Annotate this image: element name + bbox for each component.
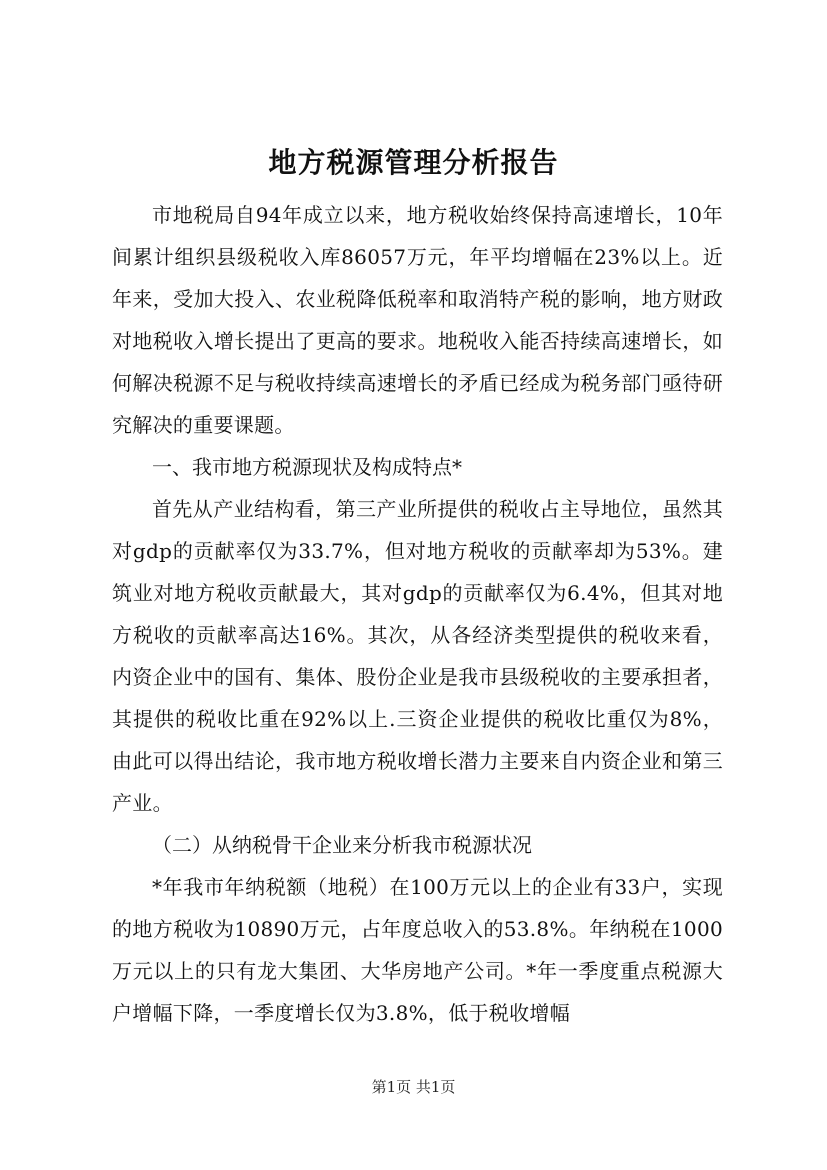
document-body: [112, 194, 723, 1034]
paragraph-intro: 市地税局自94年成立以来，地方税收始终保持高速增长，10年间累计组织县级税收入库86057万元，年平均增幅在23%以上。近年来，受加大投入、农业税降低税率和取消特产税的影响，地方财政对地税收入增长提出了更高的要求。地税收入能否持续高速增长，如何解决税源不足与税收持续高速增长的矛盾已经成为税务部门亟待研究解决的重要课题。: [112, 203, 723, 437]
document-title: 地方税源管理分析报告: [268, 146, 559, 179]
section-heading-1: 一、我市地方税源现状及构成特点*: [152, 455, 462, 479]
paragraph-key-enterprises: *年我市年纳税额（地税）在100万元以上的企业有33户，实现的地方税收为10890万元，占年度总收入的53.8%。年纳税在1000万元以上的只有龙大集团、大华房地产公司。*年一季度重点税源大户增幅下降，一季度增长仅为3.8%，低于税收增幅: [112, 875, 723, 1025]
paragraph-structure: 首先从产业结构看，第三产业所提供的税收占主导地位，虽然其对gdp的贡献率仅为33.7%，但对地方税收的贡献率却为53%。建筑业对地方税收贡献最大，其对gdp的贡献率仅为6.4%，但其对地方税收的贡献率高达16%。其次，从各经济类型提供的税收来看，内资企业中的国有、集体、股份企业是我市县级税收的主要承担者，其提供的税收比重在92%以上.三资企业提供的税收比重仅为8%，由此可以得出结论，我市地方税收增长潜力主要来自内资企业和第三产业。: [112, 497, 723, 815]
page-number: 第1页 共1页: [371, 1078, 456, 1096]
section-heading-2: （二）从纳税骨干企业来分析我市税源状况: [152, 833, 532, 857]
